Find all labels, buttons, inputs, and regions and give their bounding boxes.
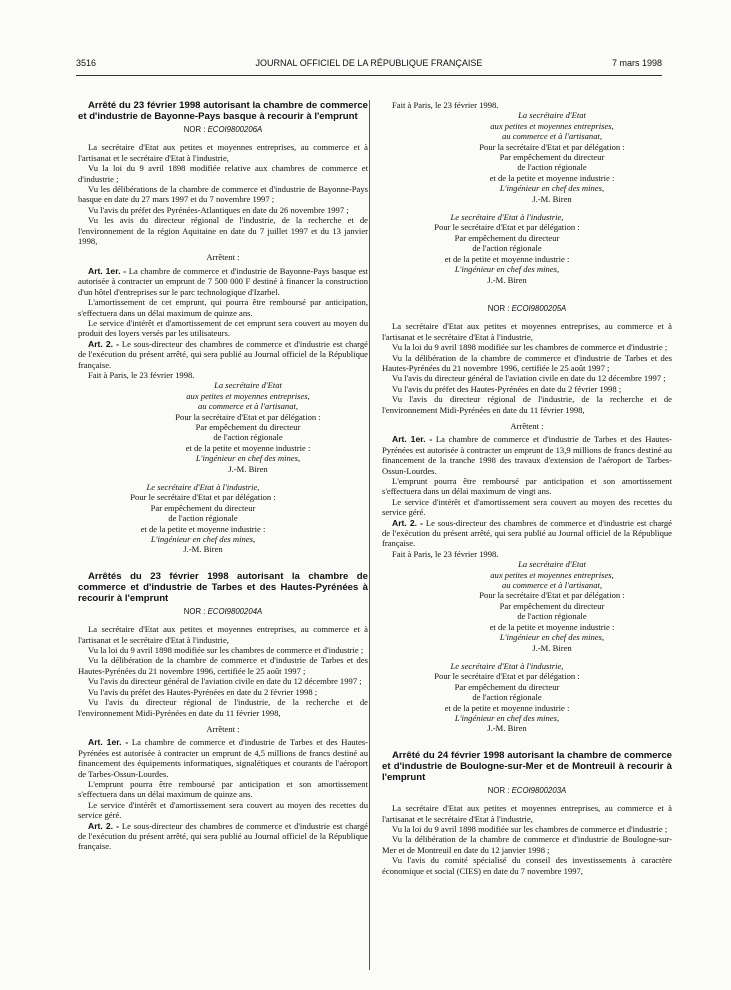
visa: Vu l'avis du directeur régional de l'industrie, de la recherche et de l'environnement Midi-Pyrénées en date du 11 février 1998,: [78, 697, 368, 718]
article-text: La chambre de commerce et d'industrie de Tarbes et des Hautes-Pyrénées est autorisée à contracter un emprunt de 13,9 millions de francs destiné au financement de la tranche 1998 des travaux d'extension de l'aéroport de Tarbes-Ossun-Lourdes.: [382, 434, 672, 476]
article-text: Le sous-directeur des chambres de commerce et d'industrie est chargé de l'exécution du présent arrêté, qui sera publié au Journal officiel de la République française.: [78, 820, 368, 852]
signatory-title: Le secrétaire d'Etat à l'industrie,: [146, 482, 260, 492]
arretent-heading: Arrêtent :: [206, 723, 240, 734]
signature-date: Fait à Paris, le 23 février 1998.: [392, 100, 499, 110]
article-paragraph: L'emprunt pourra être remboursé par anticipation et son amortissement s'effectuera dans un délai maximum de quinze ans.: [78, 778, 368, 800]
journal-title: JOURNAL OFFICIEL DE LA RÉPUBLIQUE FRANÇAISE: [255, 58, 483, 68]
signatory-title: aux petites et moyennes entreprises,: [186, 390, 310, 401]
delegation-line: de l'action régionale: [472, 692, 542, 703]
signature-block-industrie: [78, 482, 328, 555]
signatory-title: au commerce et à l'artisanat,: [501, 580, 603, 591]
signature-block-commerce: [432, 110, 672, 204]
visa: Vu la délibération de la chambre de commerce et d'industrie de Tarbes et des Hautes-Pyrénées du 21 novembre 1996, certifiée le 25 août 1997 ;: [78, 655, 368, 676]
article-paragraph: L'amortissement de cet emprunt, qui pourra être remboursé par anticipation, s'effectuera dans un délai maximum de quinze ans.: [78, 297, 368, 318]
article-paragraph: Le service d'intérêt et d'amortissement sera couvert au moyen des recettes du service géré.: [382, 496, 672, 518]
signatory-title: Le secrétaire d'Etat à l'industrie,: [450, 212, 564, 223]
visa: Vu la loi du 9 avril 1898 modifiée sur les chambres de commerce et d'industrie ;: [392, 342, 668, 353]
decree-title: Arrêté du 23 février 1998 autorisant la chambre de commerce et d'industrie de Bayonne-Pays basque à recourir à l'emprunt: [78, 100, 368, 122]
nor-label: NOR :: [183, 125, 206, 134]
delegation-line: Pour le secrétaire d'Etat et par délégation :: [434, 671, 580, 682]
nor-label: NOR :: [487, 785, 510, 795]
article-paragraph: Le service d'intérêt et d'amortissement sera couvert au moyen des recettes du service géré.: [78, 799, 368, 821]
signature-block-industrie: [382, 661, 632, 734]
signatory-name: J.-M. Biren: [532, 193, 572, 204]
delegation-line: Par empêchement du directeur: [499, 600, 605, 611]
visa: Vu l'avis du préfet des Hautes-Pyrénées en date du 2 février 1998 ;: [88, 686, 318, 697]
delegation-line: de l'action régionale: [168, 513, 238, 524]
nor-label: NOR :: [183, 606, 206, 616]
column-divider: [369, 100, 370, 970]
delegation-line: Par empêchement du directeur: [454, 232, 560, 243]
page-number: 3516: [76, 58, 97, 68]
arretent-heading: Arrêtent :: [206, 252, 240, 263]
signatory-title: La secrétaire d'Etat: [518, 559, 586, 570]
visa: Vu les avis du directeur régional de l'industrie, de la recherche et de l'environnement de la région Aquitaine en date du 7 juillet 1997 et du 13 janvier 1998,: [78, 215, 368, 247]
signatory-title: La secrétaire d'Etat: [214, 380, 282, 391]
article-label: Art. 1er. -: [88, 737, 129, 748]
signatory-role: L'ingénieur en chef des mines,: [454, 264, 560, 275]
article-2: [382, 518, 672, 549]
article-paragraph: Le service d'intérêt et d'amortissement de cet emprunt sera couvert au moyen du produit des loyers versés par les utilisateurs.: [78, 317, 368, 339]
signatory-role: L'ingénieur en chef des mines,: [150, 534, 256, 545]
signatory-role: L'ingénieur en chef des mines,: [499, 183, 605, 194]
delegation-line: Pour le secrétaire d'Etat et par délégation :: [434, 222, 580, 233]
article-text: La chambre de commerce et d'industrie de Tarbes et des Hautes-Pyrénées est autorisée à contracter un emprunt de 4,5 millions de francs destiné au financement des équipements informatiques, signalétiques et courants de l'aéroport de Tarbes-Ossun-Lourdes.: [78, 737, 368, 779]
signatory-title: au commerce et à l'artisanat,: [197, 401, 299, 412]
decree-intro: La secrétaire d'Etat aux petites et moyennes entreprises, au commerce et à l'artisanat et le secrétaire d'Etat à l'industrie,: [78, 142, 368, 163]
signatory-title: aux petites et moyennes entreprises,: [490, 120, 614, 131]
visa: Vu l'avis du préfet des Pyrénées-Atlantiques en date du 26 novembre 1997 ;: [88, 204, 349, 215]
decree-tarbes-2: [382, 304, 672, 734]
delegation-line: et de la petite et moyenne industrie :: [489, 172, 615, 183]
nor-reference: [382, 786, 672, 796]
signatory-title: au commerce et à l'artisanat,: [501, 131, 603, 142]
visa: Vu l'avis du directeur général de l'aviation civile en date du 12 décembre 1997 ;: [88, 676, 362, 687]
article-1: [78, 737, 368, 779]
signatory-title: aux petites et moyennes entreprises,: [490, 569, 614, 580]
right-column: [382, 100, 672, 876]
delegation-line: et de la petite et moyenne industrie :: [444, 253, 570, 264]
decree-tarbes-1-signatures: [382, 100, 672, 285]
article-label: Art. 1er. -: [392, 434, 433, 445]
decree-boulogne: [382, 750, 672, 876]
decree-bayonne: [78, 100, 368, 555]
delegation-line: Pour le secrétaire d'Etat et par délégation :: [130, 492, 276, 503]
signatory-role: L'ingénieur en chef des mines,: [499, 632, 605, 643]
delegation-line: Pour la secrétaire d'Etat et par délégation :: [175, 411, 321, 422]
arretent-heading: Arrêtent :: [510, 420, 544, 431]
article-1: [78, 266, 368, 297]
signature-block-commerce: [128, 380, 368, 474]
page-header: [76, 58, 662, 72]
visa: Vu la délibération de la chambre de commerce et d'industrie de Tarbes et des Hautes-Pyrénées du 21 novembre 1996, certifiée le 25 août 1997 ;: [382, 352, 672, 373]
delegation-line: de l'action régionale: [517, 162, 587, 173]
article-2: [78, 821, 368, 852]
article-label: Art. 2. -: [88, 338, 120, 349]
article-2: [78, 339, 368, 370]
visa: Vu l'avis du directeur régional de l'industrie, de la recherche et de l'environnement Midi-Pyrénées en date du 11 février 1998,: [382, 394, 672, 415]
delegation-line: de l'action régionale: [517, 611, 587, 622]
signature-block-commerce: [432, 559, 672, 653]
signatory-title: La secrétaire d'Etat: [518, 110, 586, 121]
signature-date: Fait à Paris, le 23 février 1998.: [392, 548, 499, 559]
signatory-name: J.-M. Biren: [183, 544, 223, 555]
article-1: [382, 434, 672, 476]
delegation-line: de l'action régionale: [213, 432, 283, 443]
delegation-line: Par empêchement du directeur: [195, 421, 301, 432]
decree-intro: La secrétaire d'Etat aux petites et moyennes entreprises, au commerce et à l'artisanat et le secrétaire d'Etat à l'industrie,: [78, 624, 368, 645]
nor-reference: [78, 607, 368, 617]
left-column: [78, 100, 368, 852]
article-paragraph: L'emprunt pourra être remboursé par anticipation et son amortissement s'effectuera dans un délai maximum de vingt ans.: [382, 476, 672, 497]
issue-date: 7 mars 1998: [611, 58, 662, 68]
delegation-line: Par empêchement du directeur: [499, 152, 605, 163]
signatory-name: J.-M. Biren: [487, 723, 527, 734]
decree-title: Arrêtés du 23 février 1998 autorisant la chambre de commerce et d'industrie de Tarbes et des Hautes-Pyrénées à recourir à l'emprunt: [78, 570, 368, 604]
decree-tarbes-1: [78, 571, 368, 852]
signature-date: Fait à Paris, le 23 février 1998.: [88, 369, 195, 380]
article-label: Art. 2. -: [392, 517, 424, 528]
visa: Vu la délibération de la chambre de commerce et d'industrie de Boulogne-sur-Mer et de Montreuil en date du 12 janvier 1998 ;: [382, 834, 672, 855]
signatory-role: L'ingénieur en chef des mines,: [195, 453, 301, 464]
delegation-line: Pour la secrétaire d'Etat et par délégation :: [479, 141, 625, 152]
visa: Vu la loi du 9 avril 1898 modifiée sur les chambres de commerce et d'industrie ;: [392, 823, 668, 834]
signatory-name: J.-M. Biren: [532, 642, 572, 653]
delegation-line: et de la petite et moyenne industrie :: [140, 523, 266, 534]
decree-title: Arrêté du 24 février 1998 autorisant la chambre de commerce et d'industrie de Boulogne-sur-Mer et de Montreuil à recourir à l'emprunt: [382, 749, 672, 783]
nor-code: ECOI9800205A: [511, 303, 567, 313]
delegation-line: Par empêchement du directeur: [454, 681, 560, 692]
signatory-name: J.-M. Biren: [228, 463, 268, 474]
nor-code: ECOI9800206A: [207, 125, 263, 134]
delegation-line: et de la petite et moyenne industrie :: [444, 702, 570, 713]
header-rule: [76, 75, 662, 76]
delegation-line: et de la petite et moyenne industrie :: [489, 621, 615, 632]
article-text: Le sous-directeur des chambres de commerce et d'industrie est chargé de l'exécution du présent arrêté, qui sera publié au Journal officiel de la République française.: [78, 338, 368, 370]
delegation-line: Pour la secrétaire d'Etat et par délégation :: [479, 590, 625, 601]
article-text: Le sous-directeur des chambres de commerce et d'industrie est chargé de l'exécution du présent arrêté, qui sera publié au Journal officiel de la République française.: [382, 517, 672, 549]
signatory-name: J.-M. Biren: [487, 274, 527, 285]
visa: Vu l'avis du préfet des Hautes-Pyrénées en date du 2 février 1998 ;: [392, 383, 622, 394]
article-label: Art. 1er. -: [88, 265, 127, 276]
visa: Vu la loi du 9 avril 1898 modifiée relative aux chambres de commerce et d'industrie ;: [78, 163, 368, 184]
nor-code: ECOI9800203A: [511, 785, 567, 795]
visa: Vu l'avis du comité spécialisé du conseil des investissements à caractère économique et social (CIES) en date du 7 novembre 1997,: [382, 855, 672, 876]
visa: Vu la loi du 9 avril 1898 modifiée sur les chambres de commerce et d'industrie ;: [88, 645, 364, 656]
delegation-line: Par empêchement du directeur: [150, 502, 256, 513]
signatory-title: Le secrétaire d'Etat à l'industrie,: [450, 660, 564, 671]
visa: Vu l'avis du directeur général de l'aviation civile en date du 12 décembre 1997 ;: [392, 373, 666, 384]
nor-label: NOR :: [487, 303, 510, 313]
nor-reference: [382, 304, 672, 314]
nor-reference: [78, 125, 368, 135]
signature-block-industrie: [382, 212, 632, 285]
visa: Vu les délibérations de la chambre de commerce et d'industrie de Bayonne-Pays basque en date du 27 mars 1997 et du 7 novembre 1997 ;: [78, 184, 368, 205]
delegation-line: et de la petite et moyenne industrie :: [185, 442, 311, 453]
delegation-line: de l'action régionale: [472, 243, 542, 254]
article-text: La chambre de commerce et d'industrie de Bayonne-Pays basque est autorisée à contracter un emprunt de 7 500 000 F destiné à financer la construction d'un hôtel d'entreprises sur le parc technologique d'Izarbel.: [78, 265, 368, 297]
signatory-role: L'ingénieur en chef des mines,: [454, 712, 560, 723]
decree-intro: La secrétaire d'Etat aux petites et moyennes entreprises, au commerce et à l'artisanat et le secrétaire d'Etat à l'industrie,: [382, 321, 672, 342]
nor-code: ECOI9800204A: [207, 606, 263, 616]
article-label: Art. 2. -: [88, 820, 120, 831]
decree-intro: La secrétaire d'Etat aux petites et moyennes entreprises, au commerce et à l'artisanat et le secrétaire d'Etat à l'industrie,: [382, 803, 672, 824]
